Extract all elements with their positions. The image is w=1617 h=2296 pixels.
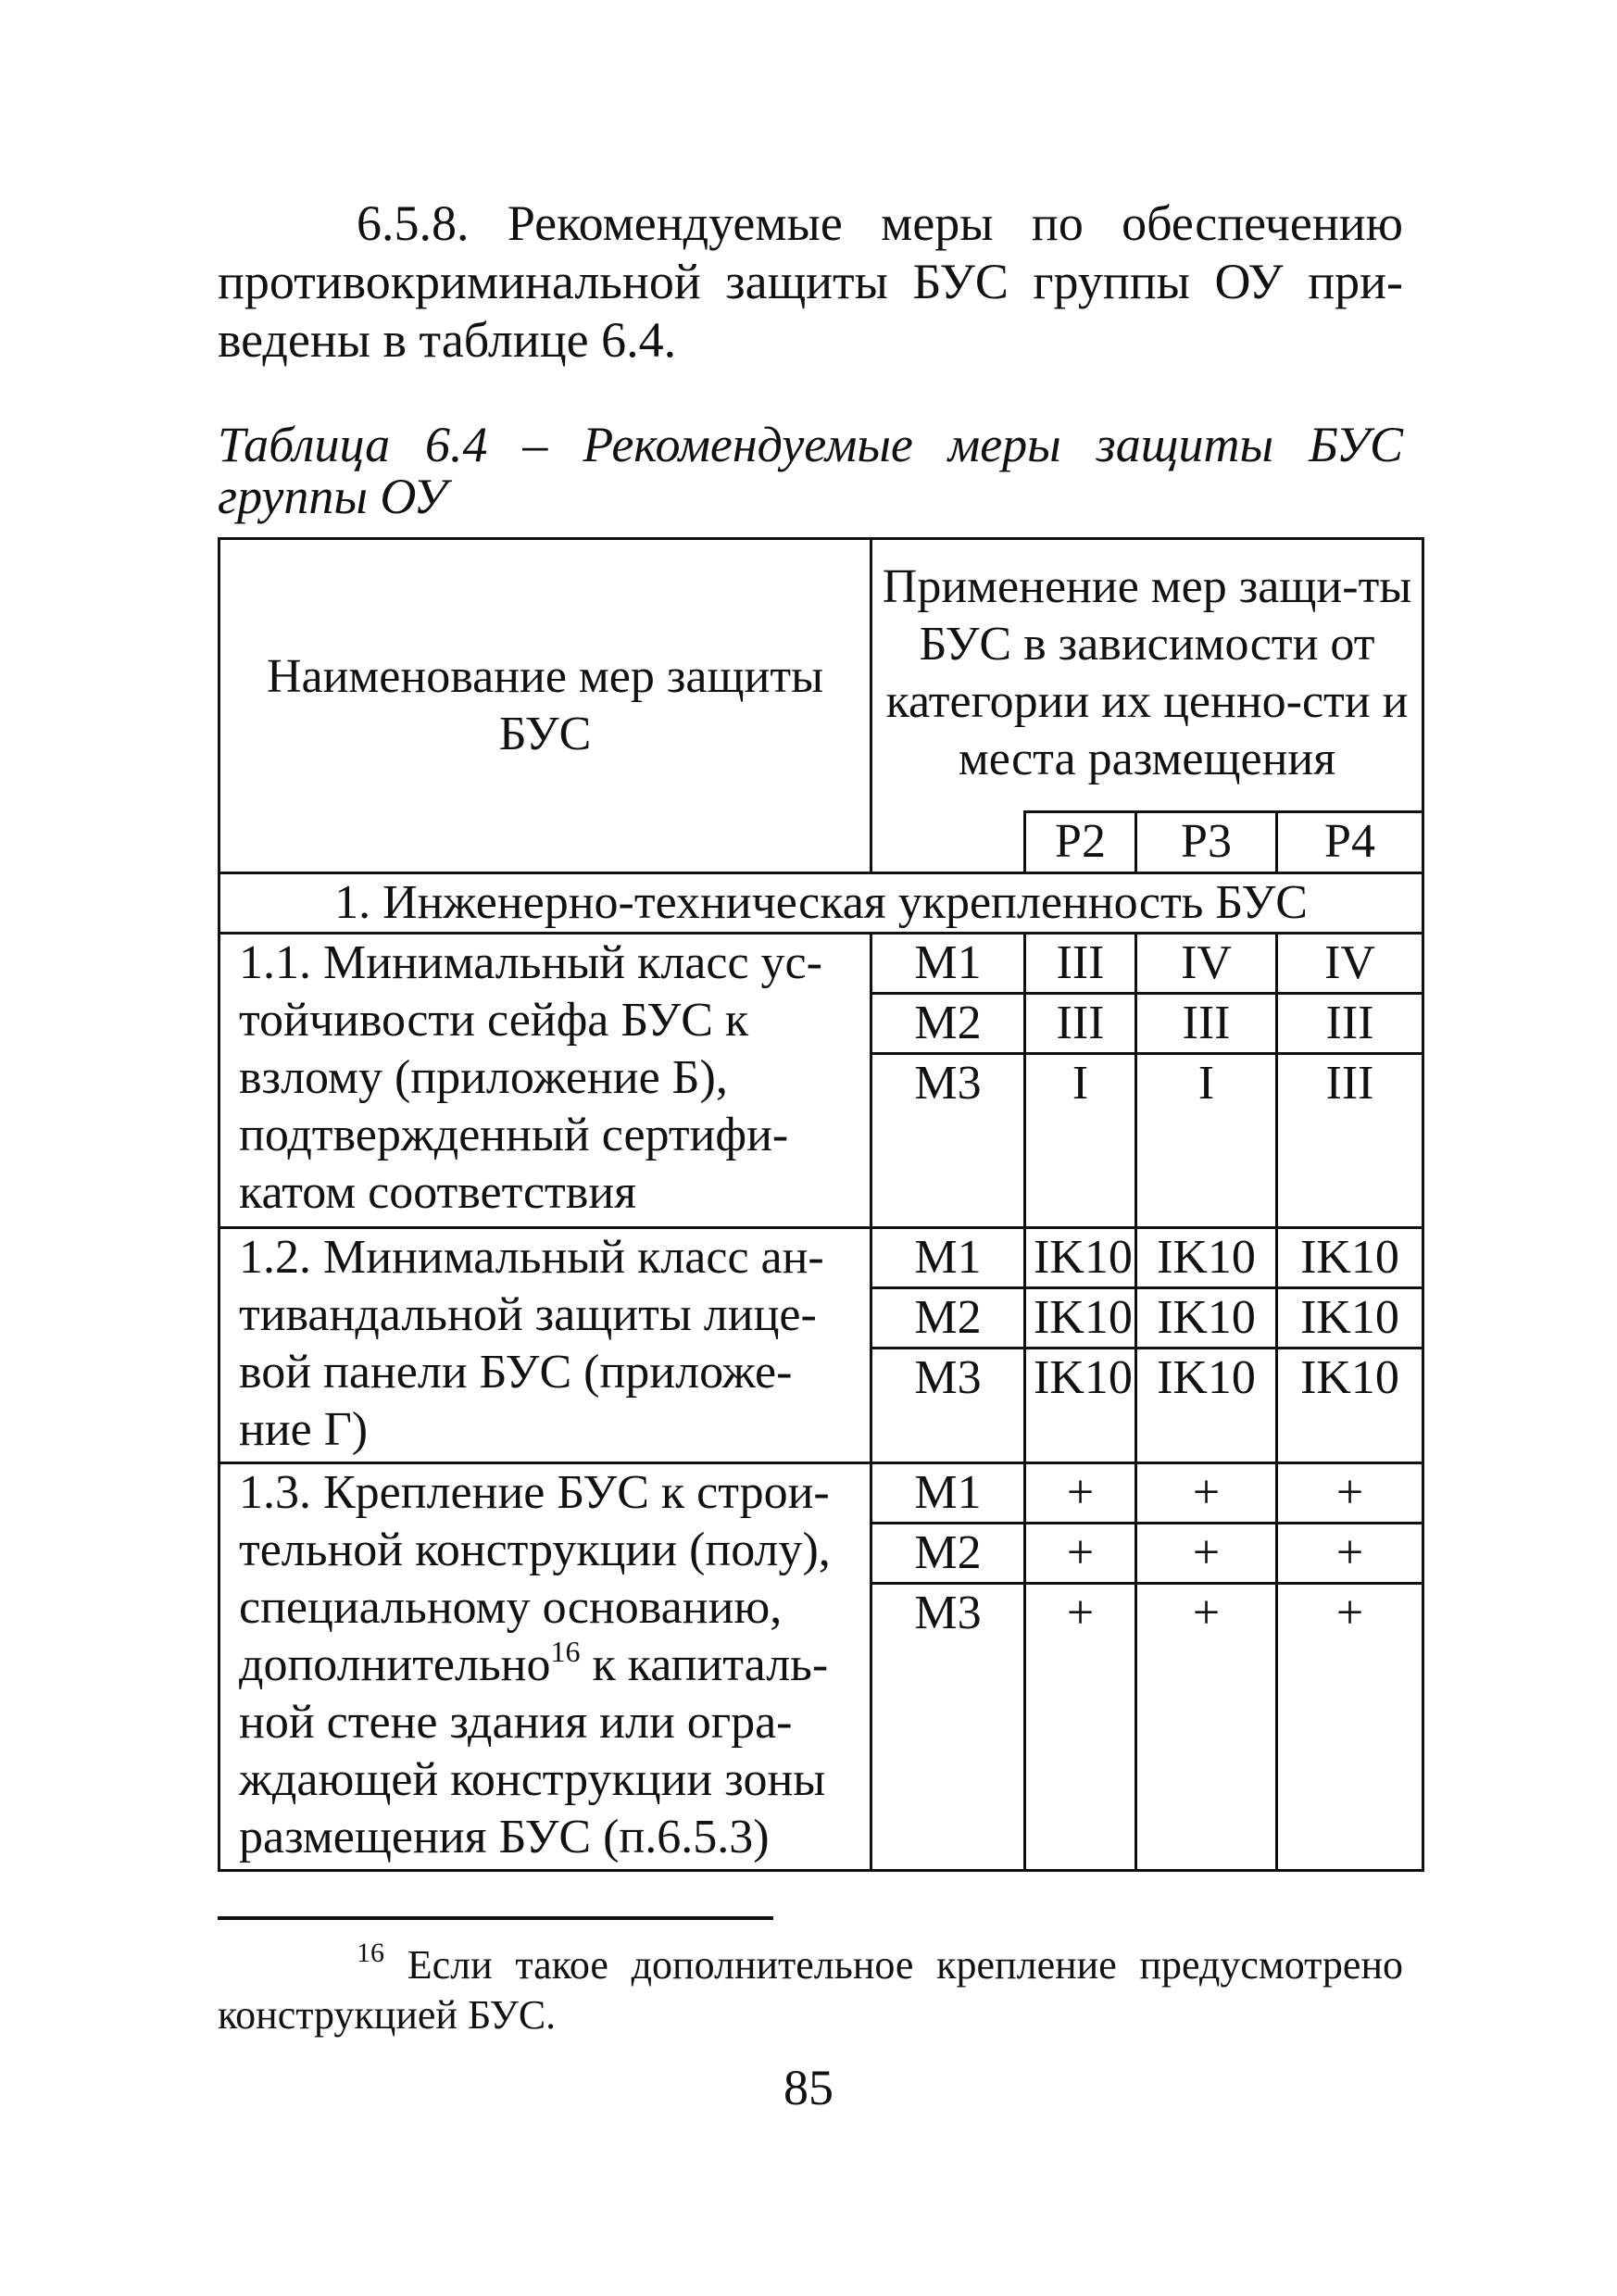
measure-1-1-m3-label: М3 [871, 1054, 1025, 1228]
footnote-separator [218, 1916, 773, 1920]
measure-1-2-m2-p4: IK10 [1277, 1288, 1423, 1349]
measure-1-3-m3-p3: + [1136, 1584, 1277, 1871]
header-blank-cell [871, 812, 1025, 873]
measure-1-2-m3-p3: IK10 [1136, 1349, 1277, 1463]
footnote-ref: 16 [550, 1635, 581, 1668]
page-number: 85 [783, 2060, 834, 2115]
measure-1-3-m1-p4: + [1277, 1463, 1423, 1524]
footnote-text-2: конструкцией БУС. [218, 1992, 557, 2038]
measure-1-1-m1-label: М1 [871, 934, 1025, 994]
measure-1-3-m2-label: М2 [871, 1524, 1025, 1584]
measure-1-2-m3-label: М3 [871, 1349, 1025, 1463]
intro-line-1: 6.5.8. Рекомендуемые меры по обеспечению [357, 195, 1403, 251]
measure-1-3-m2-p3: + [1136, 1524, 1277, 1584]
measure-1-3-m2-p2: + [1025, 1524, 1136, 1584]
table-caption [218, 419, 1403, 522]
measure-1-2-m1-label: М1 [871, 1228, 1025, 1288]
header-category-p4: Р4 [1277, 812, 1423, 873]
measure-1-2-m3-p4: IK10 [1277, 1349, 1423, 1463]
measure-1-2-m1-p3: IK10 [1136, 1228, 1277, 1288]
measure-1-1-m2-p2: III [1025, 994, 1136, 1054]
measure-1-2-m3-p2: IK10 [1025, 1349, 1136, 1463]
measure-1-1-m3-p4: III [1277, 1054, 1423, 1228]
measure-1-1-name: 1.1. Минимальный класс ус-тойчивости сейфа БУС к взлому (приложение Б), подтвержденный сертифи-катом соответствия [219, 934, 871, 1228]
measure-1-1-m2-p3: III [1136, 994, 1277, 1054]
measure-1-1-m1-p4: IV [1277, 934, 1423, 994]
measures-table [218, 537, 1424, 1872]
measure-1-2-m1-p4: IK10 [1277, 1228, 1423, 1288]
header-category-p2: Р2 [1025, 812, 1136, 873]
measure-1-3-m1-p3: + [1136, 1463, 1277, 1524]
group-title: 1. Инженерно-техническая укрепленность БУС [219, 873, 1423, 934]
intro-paragraph [218, 194, 1403, 370]
measure-1-1-m3-p3: I [1136, 1054, 1277, 1228]
measure-1-3-name [219, 1463, 871, 1871]
measure-1-2-m2-label: М2 [871, 1288, 1025, 1349]
measure-1-3-m3-p2: + [1025, 1584, 1136, 1871]
header-category-p3: Р3 [1136, 812, 1277, 873]
footnote [218, 1940, 1403, 2040]
caption-line-2: группы ОУ [218, 469, 447, 524]
caption-line-1: Таблица 6.4 – Рекомендуемые меры защиты БУС [218, 417, 1403, 472]
measure-1-3-m2-p4: + [1277, 1524, 1423, 1584]
measure-1-3-name-part2: к капиталь-ной стене здания или огра-ждающей конструкции зоны размещения БУС (п.6.5.3) [239, 1638, 829, 1863]
measure-1-3-m3-label: М3 [871, 1584, 1025, 1871]
footnote-line-1 [218, 1940, 1403, 1990]
footnote-text-1: Если такое дополнительное крепление предусмотрено [407, 1942, 1404, 1988]
measure-1-1-m2-p4: III [1277, 994, 1423, 1054]
measure-1-2-m2-p2: IK10 [1025, 1288, 1136, 1349]
header-application: Применение мер защи-ты БУС в зависимости от категории их ценно-сти и места размещения [871, 539, 1423, 812]
measure-1-2-m1-p2: IK10 [1025, 1228, 1136, 1288]
measure-1-1-m1-p2: III [1025, 934, 1136, 994]
intro-line-3: ведены в таблице 6.4. [218, 312, 677, 368]
measure-1-3-m1-p2: + [1025, 1463, 1136, 1524]
measure-1-2-m2-p3: IK10 [1136, 1288, 1277, 1349]
measure-1-2-name: 1.2. Минимальный класс ан-тивандальной защиты лице-вой панели БУС (приложе-ние Г) [219, 1228, 871, 1463]
measure-1-1-m2-label: М2 [871, 994, 1025, 1054]
measure-1-1-m3-p2: I [1025, 1054, 1136, 1228]
footnote-number: 16 [357, 1938, 384, 1968]
header-measure-name: Наименование мер защиты БУС [219, 539, 871, 873]
measure-1-3-m3-p4: + [1277, 1584, 1423, 1871]
intro-line-2: противокриминальной защиты БУС группы ОУ при- [218, 254, 1403, 309]
measure-1-1-m1-p3: IV [1136, 934, 1277, 994]
measure-1-3-m1-label: М1 [871, 1463, 1025, 1524]
measure-1-3-name-part1: 1.3. Крепление БУС к строи-тельной конструкции (полу), специальному основанию, дополнительно [239, 1466, 831, 1691]
